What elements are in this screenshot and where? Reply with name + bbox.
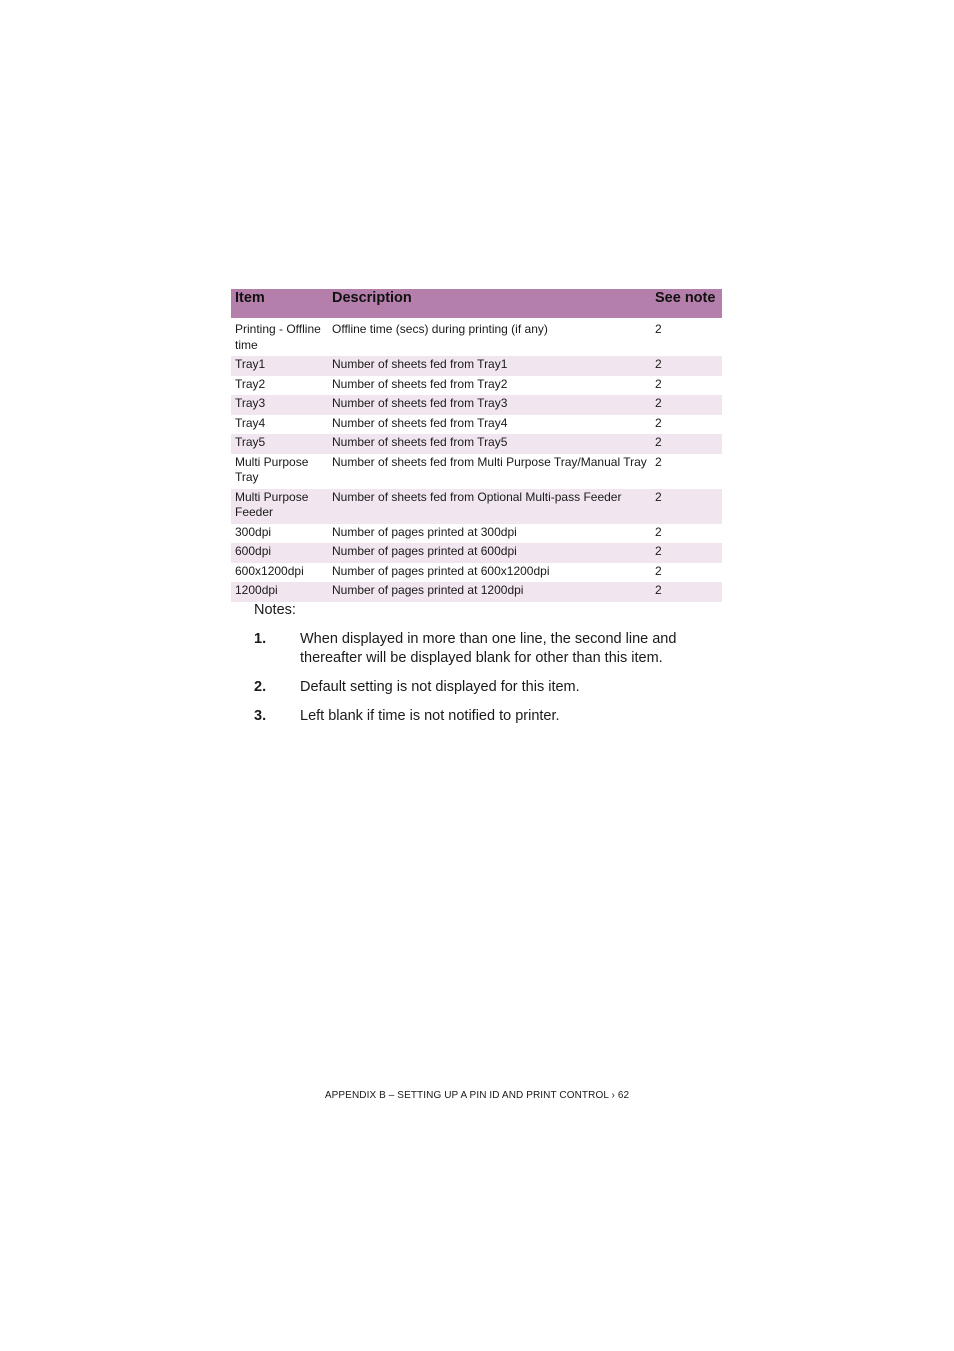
cell-note: 2 xyxy=(651,434,722,454)
note-item xyxy=(254,707,714,726)
cell-item: Multi Purpose Feeder xyxy=(231,489,328,524)
table-row xyxy=(231,563,722,583)
note-text: Left blank if time is not notified to printer. xyxy=(300,708,560,724)
table-row xyxy=(231,376,722,396)
notes-section xyxy=(254,601,714,736)
note-number: 3. xyxy=(254,708,267,724)
table-row xyxy=(231,415,722,435)
cell-description: Number of sheets fed from Tray4 xyxy=(328,415,651,435)
table-row xyxy=(231,356,722,376)
cell-item: 600x1200dpi xyxy=(231,563,328,583)
cell-item: Multi Purpose Tray xyxy=(231,454,328,489)
cell-item: 1200dpi xyxy=(231,582,328,602)
cell-note: 2 xyxy=(651,524,722,544)
note-number: 1. xyxy=(254,631,267,647)
cell-description: Number of pages printed at 600dpi xyxy=(328,543,651,563)
cell-note: 2 xyxy=(651,415,722,435)
note-text: When displayed in more than one line, the second line and thereafter will be displayed blank for other than this item. xyxy=(300,631,677,666)
note-item xyxy=(254,630,714,668)
cell-note: 2 xyxy=(651,395,722,415)
table-row xyxy=(231,543,722,563)
note-item xyxy=(254,678,714,697)
column-header-see-note: See note xyxy=(651,289,722,318)
table-row xyxy=(231,454,722,489)
cell-description: Number of sheets fed from Multi Purpose Tray/Manual Tray xyxy=(328,454,651,489)
cell-note: 2 xyxy=(651,563,722,583)
cell-note: 2 xyxy=(651,376,722,396)
cell-description: Offline time (secs) during printing (if any) xyxy=(328,318,651,356)
table-row xyxy=(231,434,722,454)
cell-note: 2 xyxy=(651,543,722,563)
cell-item: 300dpi xyxy=(231,524,328,544)
cell-note: 2 xyxy=(651,489,722,524)
note-text: Default setting is not displayed for this item. xyxy=(300,679,580,695)
counter-items-table xyxy=(231,289,722,602)
table-row xyxy=(231,524,722,544)
table-row xyxy=(231,582,722,602)
cell-item: Tray2 xyxy=(231,376,328,396)
cell-description: Number of pages printed at 600x1200dpi xyxy=(328,563,651,583)
cell-item: Printing - Offline time xyxy=(231,318,328,356)
cell-item: Tray4 xyxy=(231,415,328,435)
column-header-item: Item xyxy=(231,289,328,318)
cell-description: Number of sheets fed from Tray5 xyxy=(328,434,651,454)
cell-description: Number of pages printed at 1200dpi xyxy=(328,582,651,602)
cell-item: Tray3 xyxy=(231,395,328,415)
cell-description: Number of sheets fed from Tray2 xyxy=(328,376,651,396)
cell-description: Number of sheets fed from Tray1 xyxy=(328,356,651,376)
cell-note: 2 xyxy=(651,454,722,489)
notes-heading: Notes: xyxy=(254,602,296,618)
cell-description: Number of pages printed at 300dpi xyxy=(328,524,651,544)
cell-description: Number of sheets fed from Optional Multi-pass Feeder xyxy=(328,489,651,524)
cell-item: Tray1 xyxy=(231,356,328,376)
table-row xyxy=(231,395,722,415)
table-row xyxy=(231,489,722,524)
note-number: 2. xyxy=(254,679,267,695)
cell-item: Tray5 xyxy=(231,434,328,454)
column-header-description: Description xyxy=(328,289,651,318)
cell-item: 600dpi xyxy=(231,543,328,563)
cell-note: 2 xyxy=(651,582,722,602)
table-row xyxy=(231,318,722,356)
cell-note: 2 xyxy=(651,318,722,356)
page-footer: APPENDIX B – SETTING UP A PIN ID AND PRINT CONTROL › 62 xyxy=(324,1090,630,1101)
cell-description: Number of sheets fed from Tray3 xyxy=(328,395,651,415)
table-header-row xyxy=(231,289,722,318)
cell-note: 2 xyxy=(651,356,722,376)
